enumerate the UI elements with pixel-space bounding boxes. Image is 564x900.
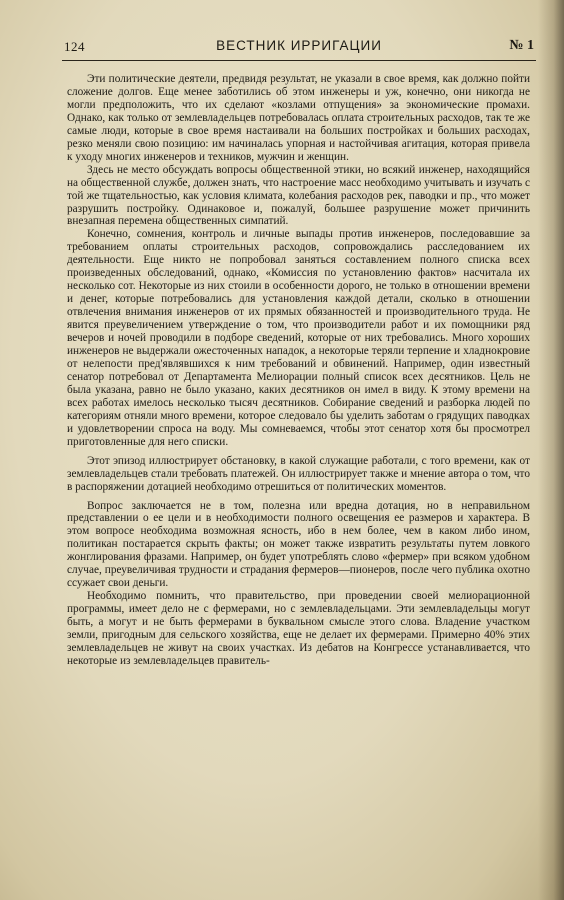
- issue-number: № 1: [509, 38, 534, 53]
- page-number: 124: [64, 39, 85, 54]
- page-spine-shadow: [538, 0, 564, 900]
- paragraph: Здесь не место обсуждать вопросы общественной этики, но всякий инженер, находящийся на общественной службе, должен знать, что настроение масс необходимо учитывать и изучать с той же тщательностью, как условия климата, колебания расходов рек, паводки и пр., что может разрушить постройку. Одинаковое и, пожалуй, большее разрушение может причинить внезапная перемена общественных симпатий.: [67, 163, 530, 228]
- header-rule: [62, 60, 536, 61]
- article-body: [67, 73, 530, 668]
- paragraph: Вопрос заключается не в том, полезна или вредна дотация, но в неправильном представлении о ее цели и в необходимости полного освещения ее размеров и характера. В этом вопросе необходима возможная ясность, ибо в нем более, чем в каком либо ином, политикан постарается скрыть факты; он может также извратить результаты путем ловкого жонглирования фразами. Например, он будет употреблять слово «фермер» при всяком удобном случае, преувеличивая трудности и страдания фермеров—пионеров, после чего публика охотно ссужает свои деньги.: [67, 499, 530, 590]
- paragraph: Конечно, сомнения, контроль и личные выпады против инженеров, последовавшие за требованием оплаты строительных расходов, сопровождались расследованием их деятельности. Еще никто не попробовал заняться составлением полного списка всех произведенных обследований, однако, «Комиссия по установлению фактов» насчитала их несколько сот. Некоторые из них стоили в особенности дорого, не только в отношении времени и денег, которые потребовались для установления каждой детали, сколько в отношении отвлечения внимания инженеров от их прямых обязанностей и производительного труда. Не явится преувеличением утверждение о том, что производители работ и их помощники ряд вечеров и ночей проводили в подборе сведений, которые от них требовались. Много хороших инженеров не выдержали ожесточенных нападок, а некоторые теряли терпение и хладнокровие от нелепости пред'являвшихся к ним требований и обвинений. Например, один известный сенатор потребовал от Департамента Мелиорации полный список всех десятников. Цель не была указана, равно не было указано, каких десятников он имел в виду. К этому времени на всех работах имелось несколько тысяч десятников. Собирание сведений и разборка людей по категориям отняли много времени, которое следовало бы уделить заботам о грядущих паводках и удовлетворении спроса на воду. Мы сомневаемся, чтобы этот сенатор хотя бы просмотрел приготовленные для него списки.: [67, 228, 530, 448]
- paragraph: Этот эпизод иллюстрирует обстановку, в какой служащие работали, с того времени, как от землевладельцев стали требовать платежей. Он иллюстрирует также и мнение автора о том, что в распоряжении дотацией необходимо отрешиться от политических моментов.: [67, 454, 530, 493]
- paragraph: Необходимо помнить, что правительство, при проведении своей мелиорационной программы, имеет дело не с фермерами, но с землевладельцами. Эти землевладельцы могут быть, а могут и не быть фермерами в буквальном смысле этого слова. Владение участком земли, пригодным для сельского хозяйства, еще не делает их фермерами. Примерно 40% этих землевладельцев не живут на своих участках. Из дебатов на Конгрессе устанавливается, что некоторые из землевладельцев правитель-: [67, 590, 530, 667]
- running-header: [64, 37, 534, 59]
- paragraph: Эти политические деятели, предвидя результат, не указали в свое время, как должно пойти сложение долгов. Еще менее заботились об этом инженеры и уж, конечно, они никогда не могли предположить, что их сделают «козлами отпущения» за экономические промахи. Однако, как только от землевладельцев потребовалась оплата строительных расходов, так те же самые люди, которые в свое время настаивали на больших постройках и больших расходах, резко меняли свою позицию: им начиналась упорная и настойчивая агитация, которая привела к уходу многих инженеров и техников, мужчин и женщин.: [67, 73, 530, 163]
- journal-title: ВЕСТНИК ИРРИГАЦИИ: [216, 38, 382, 53]
